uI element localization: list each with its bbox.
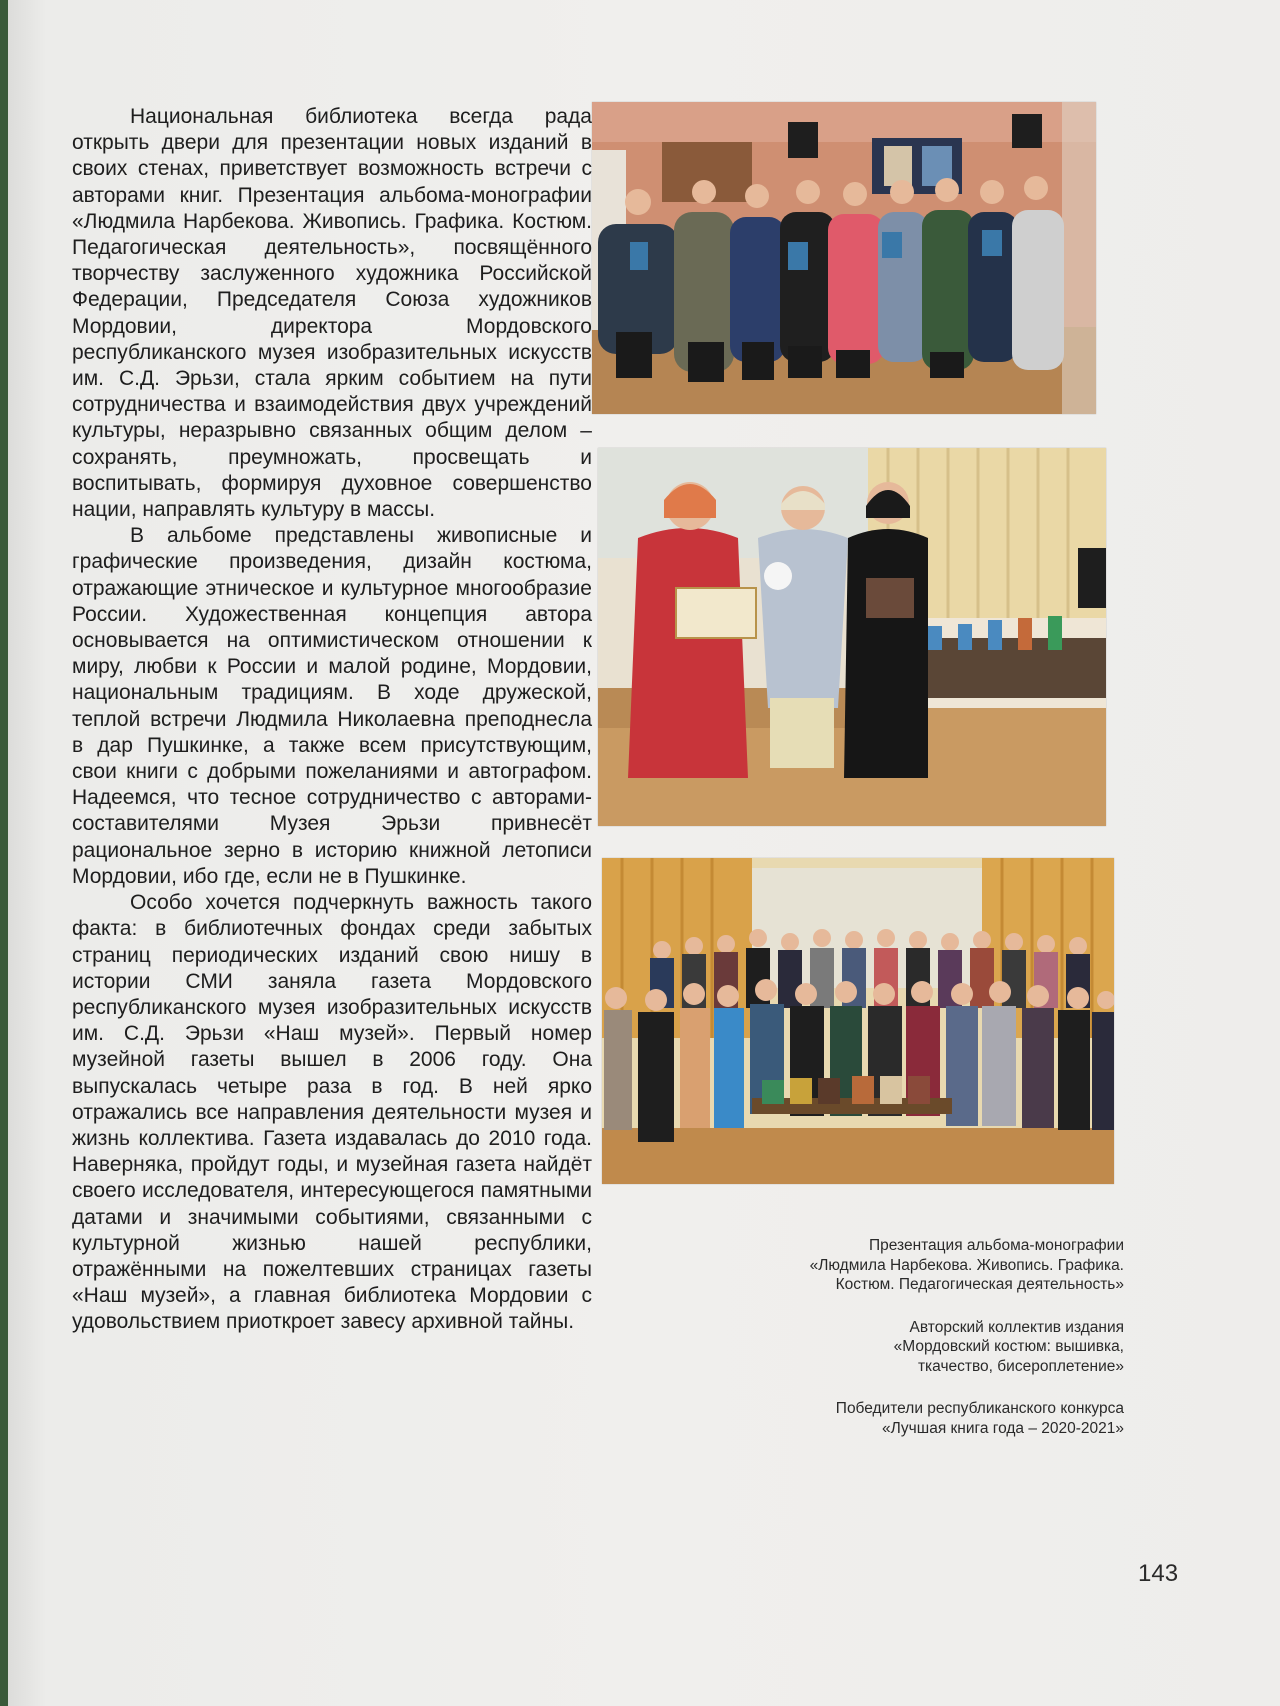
photo-captions [704,1236,1124,1461]
paragraph-1: Национальная библиотека всегда рада открыть двери для презентации новых изданий в своих стенах, приветствует возможность встречи с авторами книг. Презентация альбома-монографии «Людмила Нарбекова. Живопись. Графика. Костюм. Педагогическая деятельность», посвящённого творчеству заслуженного художника Российской Федерации, Председателя Союза художников Мордовии, директора Мордовского республиканского музея изобразительных искусств им. С.Д. Эрьзи, стала ярким событием на пути сотрудничества и взаимодействия двух учреждений культуры, неразрывно связанных общим делом – сохранять, преумножать, просвещать и воспитывать, формируя духовное совершенство нации, направлять культуру в массы. [72,105,592,522]
caption-1: Презентация альбома-монографии «Людмила Нарбекова. Живопись. Графика. Костюм. Педагогическая деятельность» [809,1237,1124,1293]
paragraph-3: Особо хочется подчеркнуть важность такого факта: в библиотечных фондах среди забытых страниц периодических изданий свою нишу в истории СМИ заняла газета Мордовского республиканского музея изобразительных искусств им. С.Д. Эрьзи «Наш музей». Первый номер музейной газеты вышел в 2006 году. Она выпускалась четыре раза в год. В ней ярко отражались все направления деятельности музея и жизнь коллектива. Газета издавалась до 2010 года. Наверняка, пройдут годы, и музейная газета найдёт своего исследователя, интересующегося памятными датами и значимыми событиями, связанными с культурной жизнью нашей республики, отражёнными на пожелтевших страницах газеты «Наш музей», а главная библиотека Мордовии с удовольствием приоткроет завесу архивной тайны. [72,891,592,1334]
page-number: 143 [1138,1560,1179,1587]
caption-2: Авторский коллектив издания «Мордовский костюм: вышивка, ткачество, бисероплетение» [893,1318,1124,1375]
photo-costume-authors [598,448,1106,826]
photo-contest-winners [602,858,1114,1184]
caption-3: Победители республиканского конкурса «Лучшая книга года – 2020-2021» [835,1400,1124,1437]
page [8,0,1280,1706]
body-text-column [72,104,592,1336]
photo-album-presentation [592,102,1096,414]
paragraph-2: В альбоме представлены живописные и графические произведения, дизайн костюма, отражающие этническое и культурное многообразие России. Художественная концепция автора основывается на оптимистическом отношении к миру, любви к России и малой родине, Мордовии, национальным традициям. В ходе дружеской, теплой встречи Людмила Николаевна преподнесла в дар Пушкинке, а также всем присутствующим, свои книги с добрыми пожеланиями и автографом. Надеемся, что тесное сотрудничество с авторами-составителями Музея Эрьзи привнесёт рациональное зерно в историю книжной летописи Мордовии, ибо где, если не в Пушкинке. [72,524,592,888]
